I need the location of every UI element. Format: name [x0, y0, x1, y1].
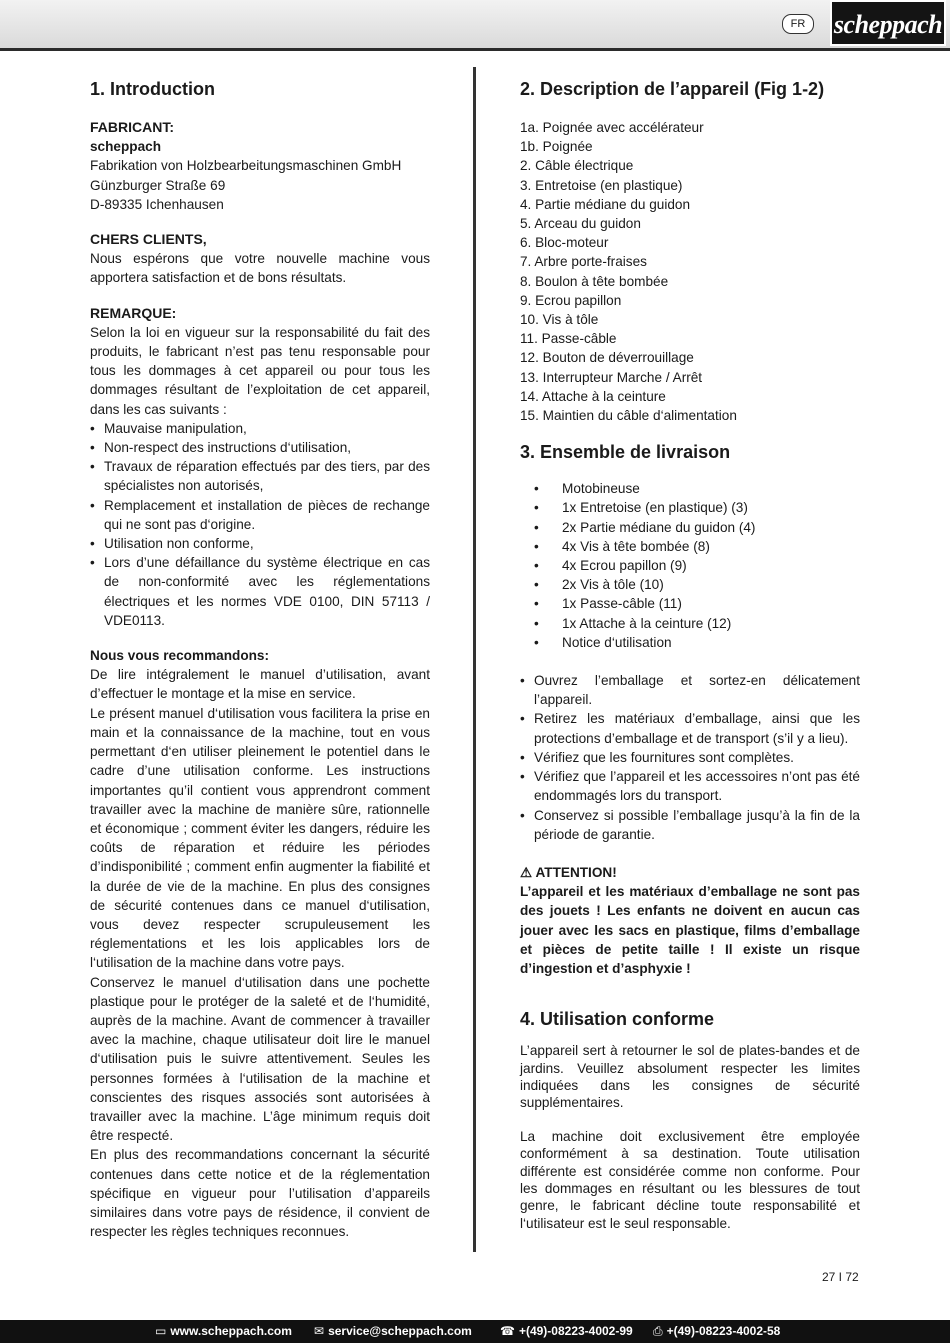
delivery-list — [520, 479, 860, 652]
page-number: 27 I 72 — [822, 1270, 859, 1284]
recommend-label: Nous vous recommandons: — [90, 648, 270, 664]
list-item: • Non-respect des instructions d‘utilisation, — [90, 438, 430, 457]
clients-label: CHERS CLIENTS, — [90, 231, 207, 248]
list-item: 4. Partie médiane du guidon — [520, 196, 691, 212]
recommend-paragraph: Le présent manuel d‘utilisation vous facilitera la prise en main et la connaissance de la machine, tout en vous permettant d‘en utiliser pleinement le potentiel dans le cadre d’une utilisation conforme. Les instructions importantes qu’il contient vous apprendront comment travailler avec la machine de manière sûre, rationnelle et économique ; comment éviter les dangers, réduire les coûts de réparation et réduire les périodes d’indisponibilité ; comment enfin augmenter la fiabilité et la durée de vie de la machine. En plus des consignes de sécurité contenues dans ce manuel d‘utilisation, vous devez respecter scrupuleusement les réglementations et les lois applicables lors de l‘utilisation de la machine dans votre pays. — [90, 705, 430, 971]
list-item: • Notice d‘utilisation — [534, 633, 860, 652]
email-link[interactable]: service@scheppach.com — [328, 1324, 472, 1338]
column-divider — [473, 67, 476, 1252]
fax-number: +(49)-08223-4002-58 — [666, 1324, 781, 1338]
fabricant-label: FABRICANT: — [90, 119, 174, 135]
phone-number: +(49)-08223-4002-99 — [518, 1324, 633, 1338]
list-item: • Utilisation non conforme, — [90, 534, 430, 553]
usage-paragraph: L’appareil sert à retourner le sol de plates-bandes et de jardins. Veuillez absolument respecter les limites indiquées dans les consignes de sécurité supplémentaires. — [520, 1043, 860, 1111]
section-title-usage: 4. Utilisation conforme — [520, 1009, 715, 1030]
attention-text: L’appareil et les matériaux d’emballage ne sont pas des jouets ! Les enfants ne doivent en aucun cas jouer avec les sacs en plastique, films d’emballage et pièces de petite taille ! Il existe un risque d’ingestion et d’asphyxie ! — [520, 884, 860, 976]
parts-list — [520, 118, 860, 425]
footer-bar — [0, 1320, 950, 1343]
address-line: Fabrikation von Holzbearbeitungsmaschinen GmbH — [90, 158, 402, 174]
list-item: 6. Bloc-moteur — [520, 235, 609, 251]
attention-title: ⚠ ATTENTION! — [520, 864, 617, 880]
footer-website[interactable] — [155, 1320, 292, 1343]
remark-list — [90, 419, 430, 630]
list-item: 11. Passe-câble — [520, 331, 617, 347]
list-item: • Ouvrez l’emballage et sortez-en délicatement l’appareil. — [520, 671, 860, 709]
right-column — [520, 74, 860, 1232]
list-item: • 1x Entretoise (en plastique) (3) — [534, 498, 860, 517]
remark-label: REMARQUE: — [90, 304, 177, 321]
list-item: • 4x Ecrou papillon (9) — [534, 556, 860, 575]
mail-icon: ✉ — [314, 1324, 325, 1338]
section-title-introduction: 1. Introduction — [90, 79, 215, 99]
phone-icon: ☎ — [500, 1324, 515, 1338]
language-badge: FR — [782, 14, 814, 34]
list-item: 14. Attache à la ceinture — [520, 388, 666, 404]
fax-icon: ⎙ — [653, 1324, 663, 1338]
remark-text: Selon la loi en vigueur sur la responsabilité du fait des produits, le fabricant n’est pas tenu responsable pour tous les dommages à cet appareil ou pour tous les dommages résultant de l’exploitation de cet appareil, dans les cas suivants : — [90, 324, 430, 417]
recommend-paragraph: En plus des recommandations concernant la sécurité contenues dans cette notice et de la réglementation spécifique en vigueur pour l’utilisation d’appareils similaires dans votre pays de résidence, il convient de respecter les règles techniques reconnues. — [90, 1147, 430, 1240]
section-title-delivery: 3. Ensemble de livraison — [520, 442, 731, 463]
list-item: • Travaux de réparation effectués par des tiers, par des spécialistes non autorisés, — [90, 457, 430, 495]
list-item: • 1x Passe-câble (11) — [534, 594, 860, 613]
list-item: • Retirez les matériaux d’emballage, ainsi que les protections d’emballage et de transport (s’il y a lieu). — [520, 709, 860, 747]
address-line: Günzburger Straße 69 — [90, 177, 226, 193]
list-item: • 2x Vis à tôle (10) — [534, 575, 860, 594]
clients-text: Nous espérons que votre nouvelle machine vous apportera satisfaction et de bons résultats. — [90, 251, 430, 286]
website-link[interactable]: www.scheppach.com — [170, 1324, 292, 1338]
list-item: 15. Maintien du câble d‘alimentation — [520, 408, 737, 424]
address-line: D-89335 Ichenhausen — [90, 196, 224, 212]
brand-logo: scheppach — [830, 0, 946, 46]
computer-icon: ▭ — [155, 1324, 167, 1338]
usage-paragraph: La machine doit exclusivement être employée conformément à sa destination. Toute utilisation différente est considérée comme non conforme. Pour les dommages en résultant ou les blessures de tout genre, le fabricant décline toute responsabilité et l‘utilisateur est le seul responsable. — [520, 1128, 860, 1231]
list-item: 1b. Poignée — [520, 139, 593, 155]
list-item: 2. Câble électrique — [520, 158, 634, 174]
left-column — [90, 74, 430, 1241]
list-item: 9. Ecrou papillon — [520, 292, 622, 308]
list-item: 12. Bouton de déverrouillage — [520, 350, 694, 366]
list-item: • 4x Vis à tête bombée (8) — [534, 537, 860, 556]
list-item: 3. Entretoise (en plastique) — [520, 177, 683, 193]
list-item: 5. Arceau du guidon — [520, 216, 641, 232]
list-item: • Vérifiez que l’appareil et les accessoires n’ont pas été endommagés lors du transport. — [520, 767, 860, 805]
list-item: 7. Arbre porte-fraises — [520, 254, 647, 270]
recommend-paragraph: De lire intégralement le manuel d’utilisation, avant d’effectuer le montage et la mise en service. — [90, 667, 430, 702]
recommend-paragraph: Conservez le manuel d‘utilisation dans une pochette plastique pour le protéger de la saleté et de l‘humidité, auprès de la machine. Avant de commencer à travailler avec la machine, chaque utilisateur doit lire le manuel d‘utilisation puis le suivre attentivement. Seules les personnes formées à l‘utilisation de la machine et conscientes des risques associés sont autorisées à travailler avec la machine. L’âge minimum requis doit être respecté. — [90, 974, 430, 1144]
footer-email[interactable] — [314, 1320, 472, 1343]
list-item: 13. Interrupteur Marche / Arrêt — [520, 369, 703, 385]
list-item: • Lors d’une défaillance du système électrique en cas de non-conformité avec les réglementations électriques et les normes VDE 0100, DIN 57113 / VDE0113. — [90, 553, 430, 630]
list-item: • Remplacement et installation de pièces de rechange qui ne sont pas d‘origine. — [90, 496, 430, 534]
footer-phone — [500, 1320, 633, 1343]
list-item: • Vérifiez que les fournitures sont complètes. — [520, 748, 860, 767]
list-item: • 1x Attache à la ceinture (12) — [534, 614, 860, 633]
list-item: 1a. Poignée avec accélérateur — [520, 120, 704, 135]
list-item: • 2x Partie médiane du guidon (4) — [534, 518, 860, 537]
list-item: 8. Boulon à tête bombée — [520, 273, 669, 289]
footer-fax — [653, 1320, 780, 1343]
list-item: • Conservez si possible l’emballage jusqu’à la fin de la période de garantie. — [520, 806, 860, 844]
list-item: • Motobineuse — [534, 479, 860, 498]
list-item: 10. Vis à tôle — [520, 312, 599, 328]
list-item: • Mauvaise manipulation, — [90, 419, 430, 438]
unpack-list — [520, 671, 860, 844]
company-name: scheppach — [90, 139, 162, 155]
header-rule — [0, 48, 950, 51]
section-title-description: 2. Description de l’appareil (Fig 1-2) — [520, 79, 825, 99]
